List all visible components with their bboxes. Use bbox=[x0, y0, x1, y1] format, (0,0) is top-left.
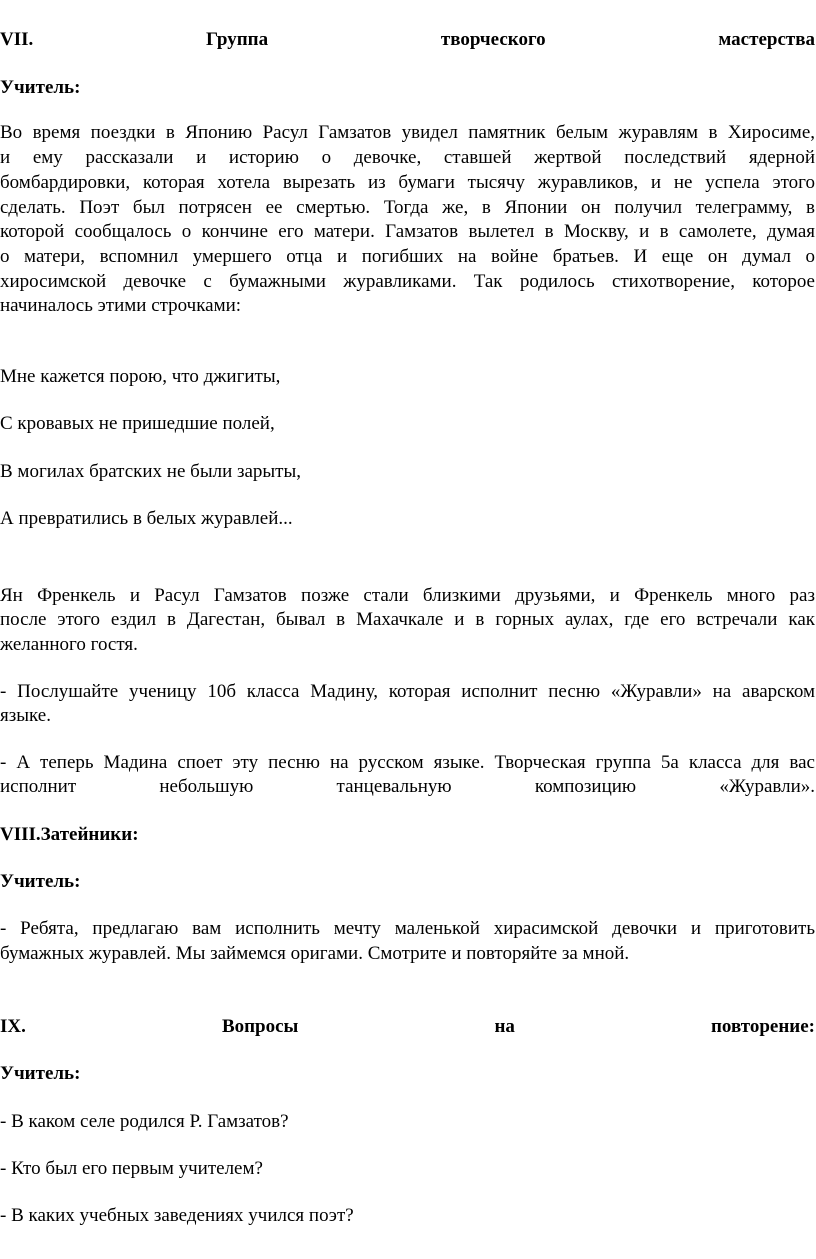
section-9-word-3: повторение: bbox=[710, 1016, 815, 1037]
section-7-numeral: VII. bbox=[0, 29, 34, 50]
story-line: хиросимской девочке с бумажными журавликами. Так родилось стихотворение, которое bbox=[0, 271, 815, 292]
russian-line: - А теперь Мадина споет эту песню на русском языке. Творческая группа 5а класса для вас bbox=[0, 752, 815, 773]
story-line: которой сообщалось о кончине его матери. Гамзатов вылетел в Москву, и в самолете, думая bbox=[0, 221, 815, 242]
teacher-label: Учитель: bbox=[0, 77, 81, 98]
listen-line: языке. bbox=[0, 705, 51, 726]
poem-line: С кровавых не пришедшие полей, bbox=[0, 413, 275, 434]
section-7-heading bbox=[0, 28, 815, 52]
poem-line: Мне кажется порою, что джигиты, bbox=[0, 366, 281, 387]
story-line: бомбардировки, которая хотела вырезать из бумаги тысячу журавликов, и не успела этого bbox=[0, 172, 815, 193]
section-7-word-1: Группа bbox=[206, 29, 269, 50]
section-7-word-3: мастерства bbox=[718, 29, 815, 50]
teacher-label: Учитель: bbox=[0, 1063, 81, 1084]
frenkel-line: желанного гостя. bbox=[0, 634, 138, 655]
russian-word: композицию bbox=[534, 776, 637, 797]
story-line: о матери, вспомнил умершего отца и погибших на войне братьев. И еще он думал о bbox=[0, 246, 815, 267]
origami-line: - Ребята, предлагаю вам исполнить мечту маленькой хирасимской девочки и приготовить bbox=[0, 918, 815, 939]
russian-word: «Журавли». bbox=[719, 776, 815, 797]
section-8-heading: VIII.Затейники: bbox=[0, 824, 139, 845]
story-line: начиналось этими строчками: bbox=[0, 295, 242, 316]
frenkel-line: Ян Френкель и Расул Гамзатов позже стали близкими друзьями, и Френкель много раз bbox=[0, 585, 815, 606]
question-item: - В каком селе родился Р. Гамзатов? bbox=[0, 1111, 289, 1132]
section-9-heading bbox=[0, 1015, 815, 1039]
russian-word: исполнит bbox=[0, 776, 77, 797]
russian-line-spread bbox=[0, 775, 815, 799]
listen-line: - Послушайте ученицу 10б класса Мадину, которая исполнит песню «Журавли» на аварском bbox=[0, 681, 815, 702]
russian-word: танцевальную bbox=[336, 776, 452, 797]
section-9-numeral: IX. bbox=[0, 1016, 26, 1037]
story-line: сделать. Поэт был потрясен ее смертью. Тогда же, в Японии он получил телеграмму, в bbox=[0, 197, 815, 218]
russian-word: небольшую bbox=[159, 776, 254, 797]
story-line: Во время поездки в Японию Расул Гамзатов увидел памятник белым журавлям в Хиросиме, bbox=[0, 122, 815, 143]
section-7-word-2: творческого bbox=[440, 29, 546, 50]
poem-line: А превратились в белых журавлей... bbox=[0, 508, 293, 529]
origami-line: бумажных журавлей. Мы займемся оригами. Смотрите и повторяйте за мной. bbox=[0, 943, 630, 964]
section-9-word-1: Вопросы bbox=[221, 1016, 299, 1037]
teacher-label: Учитель: bbox=[0, 871, 81, 892]
story-line: и ему рассказали и историю о девочке, ставшей жертвой последствий ядерной bbox=[0, 147, 815, 168]
frenkel-line: после этого ездил в Дагестан, бывал в Махачкале и в горных аулах, где его встречали как bbox=[0, 609, 815, 630]
question-item: - В каких учебных заведениях учился поэт? bbox=[0, 1205, 354, 1226]
question-item: - Кто был его первым учителем? bbox=[0, 1158, 263, 1179]
section-9-word-2: на bbox=[494, 1016, 515, 1037]
poem-line: В могилах братских не были зарыты, bbox=[0, 461, 302, 482]
